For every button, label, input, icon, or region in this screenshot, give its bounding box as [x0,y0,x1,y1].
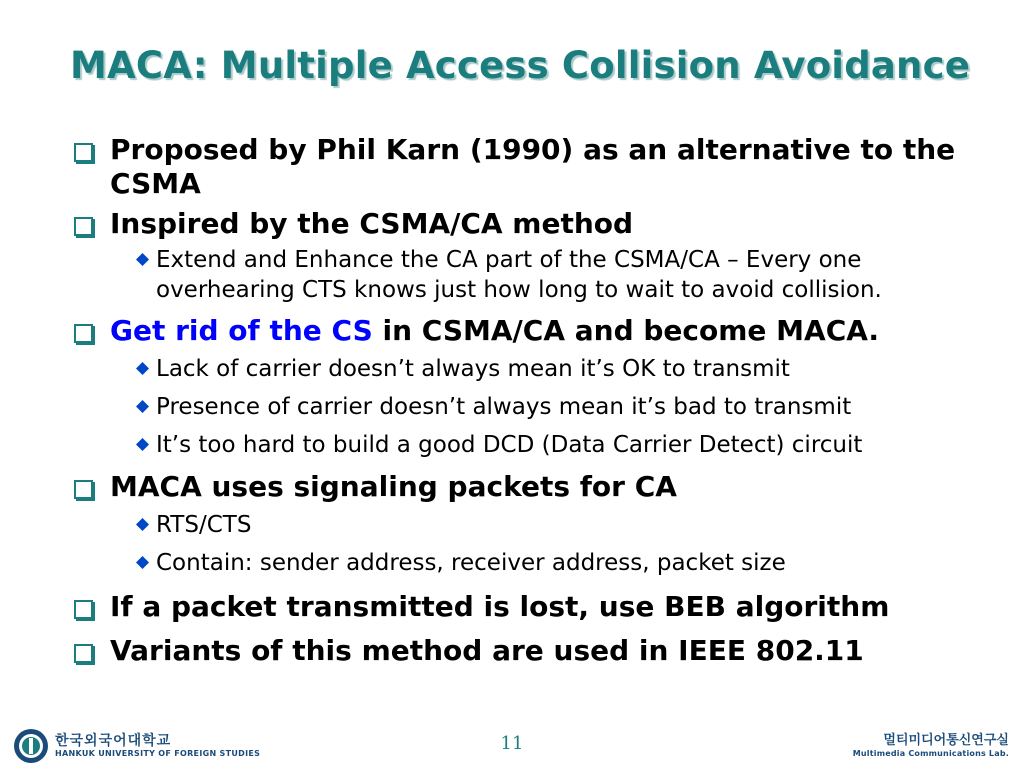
sub-bullet-item [136,392,974,422]
checkbox-square-icon [74,480,93,499]
bullet-text: If a packet transmitted is lost, use BEB algorithm [110,590,890,623]
bullet-list [74,133,974,668]
diamond-icon [136,400,149,413]
bullet-text: MACA uses signaling packets for CA [110,470,677,503]
sub-bullet-text: RTS/CTS [156,512,252,538]
bullet-item-beb [74,590,974,624]
sub-bullet-text: It’s too hard to build a good DCD (Data Carrier Detect) circuit [156,432,863,458]
checkbox-square-icon [74,217,93,236]
sub-bullet-text: Lack of carrier doesn’t always mean it’s OK to transmit [156,356,790,382]
bullet-item-get-rid-of-cs [74,314,974,348]
diamond-icon [136,518,149,531]
bullet-text: Inspired by the CSMA/CA method [110,207,634,240]
university-name-korean: 한국외국어대학교 [55,733,172,749]
bullet-item-signaling [74,470,974,504]
sub-bullet-item [136,510,974,540]
bullet-item-variants [74,634,974,668]
bullet-item-proposed [74,133,974,201]
bullet-item-inspired [74,207,974,241]
bullet-text: Variants of this method are used in IEEE 802.11 [110,634,864,667]
slide-title: MACA: Multiple Access Collision Avoidance [70,44,971,87]
checkbox-square-icon [74,600,93,619]
sub-bullet-text: Contain: sender address, receiver address, packet size [156,550,786,576]
diamond-icon [136,362,149,375]
sub-bullet-item [136,548,974,578]
page-number: 11 [500,733,524,754]
sub-bullet-item [136,354,974,384]
checkbox-square-icon [74,644,93,663]
bullet-text: Proposed by Phil Karn (1990) as an alternative to the CSMA [110,133,956,200]
university-name-english: HANKUK UNIVERSITY OF FOREIGN STUDIES [55,749,261,758]
lab-logo [853,733,1009,759]
checkbox-square-icon [74,143,93,162]
sub-bullet-text: Extend and Enhance the CA part of the CSMA/CA – Every one overhearing CTS knows just how long to wait to avoid collision. [156,247,882,303]
lab-name-korean: 멀티미디어통신연구실 [883,733,1009,748]
diamond-icon [136,438,149,451]
bullet-text: in CSMA/CA and become MACA. [372,314,880,347]
diamond-icon [136,556,149,569]
sub-bullet-item [136,245,974,305]
diamond-icon [136,253,149,266]
highlighted-text: Get rid of the CS [110,314,373,347]
lab-name-english: Multimedia Communications Lab. [852,749,1009,758]
checkbox-square-icon [74,324,93,343]
sub-bullet-text: Presence of carrier doesn’t always mean it’s bad to transmit [156,394,852,420]
sub-bullet-item [136,430,974,460]
